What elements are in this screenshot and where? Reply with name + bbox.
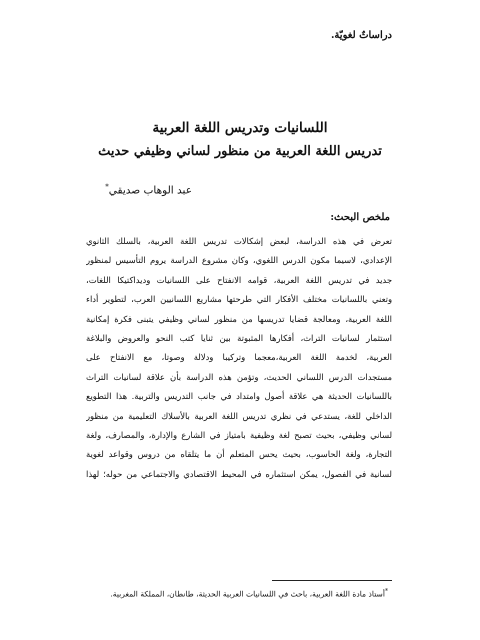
article-subtitle: تدريس اللغة العربية من منظور لساني وظيفي حديث xyxy=(98,144,382,159)
abstract-line: لسانية في الفصول، يمكن استثماره في المحيط الاقتصادي والاجتماعي من حوله؛ لهذا xyxy=(86,468,392,479)
abstract-line: الإعدادي، لاسيما مكون الدرس اللغوي، وكان مشروع الدراسة يروم التأسيس لمنظور xyxy=(86,255,392,266)
abstract-line: جديد في تدريس اللغة العربية، قوامه الانفتاح على اللسانيات وديداكتيكا اللغات، xyxy=(86,274,392,285)
abstract-line: باللسانيات الحديثة هي علاقة أصول وامتداد في جانب التدريس والتربية. هذا التطويع xyxy=(86,391,392,402)
abstract-line: استثمار لسانيات التراث، أفكارها المثبوتة بين ثنايا كتب النحو والعروض والبلاغة xyxy=(86,332,392,343)
abstract-line: العربية، لخدمة اللغة العربية،معجما وتركيبا ودلالة وصوتا، مع الانفتاح على xyxy=(86,352,392,363)
abstract-line: التجارة، ولغة الحاسوب، بحيث يحس المتعلم أن ما يتلقاه من دروس وقواعد لغوية xyxy=(86,449,392,460)
abstract-line: مستجدات الدرس اللساني الحديث، وتؤمن هذه الدراسة بأن علاقة لسانيات التراث xyxy=(86,371,392,382)
author-name xyxy=(105,183,192,197)
footnote-marker: * xyxy=(385,588,388,595)
abstract-line: تعرض في هذه الدراسة، لبعض إشكالات تدريس اللغة العربية، بالسلك الثانوي xyxy=(86,236,392,246)
abstract-line: اللغة العربية، ومعالجة قضايا تدريسها من منظور لساني وظيفي يتبنى فكرة إمكانية xyxy=(86,313,392,324)
footnote xyxy=(110,588,388,599)
abstract-line: الداخلي للغة، يستدعي في نظري تدريس اللغة العربية بالأسلاك التعليمية من منظور xyxy=(86,410,392,421)
abstract-heading: ملخص البحث: xyxy=(330,212,390,223)
article-title: اللسانيات وتدريس اللغة العربية xyxy=(152,120,328,136)
footnote-divider xyxy=(272,580,392,581)
footnote-text: أستاذ مادة اللغة العربية، باحث في اللسانيات العربية الحديثة، طانطان، المملكة المغربية. xyxy=(110,589,385,599)
section-label: دراساتٌ لغويّة. xyxy=(330,30,392,41)
author-name-text: عبد الوهاب صديقي xyxy=(108,184,192,197)
abstract-line: وتعني باللسانيات مختلف الأفكار التي طرحتها مشاريع اللسانيين العرب، لتطوير أداء xyxy=(86,294,392,305)
abstract-line: لساني وظيفي، بحيث تصبح لغة وظيفية بامتياز في الشارع والإدارة، والمصارف، ولغة xyxy=(86,429,392,440)
author-footnote-marker: * xyxy=(105,183,109,191)
abstract-body xyxy=(86,232,392,484)
